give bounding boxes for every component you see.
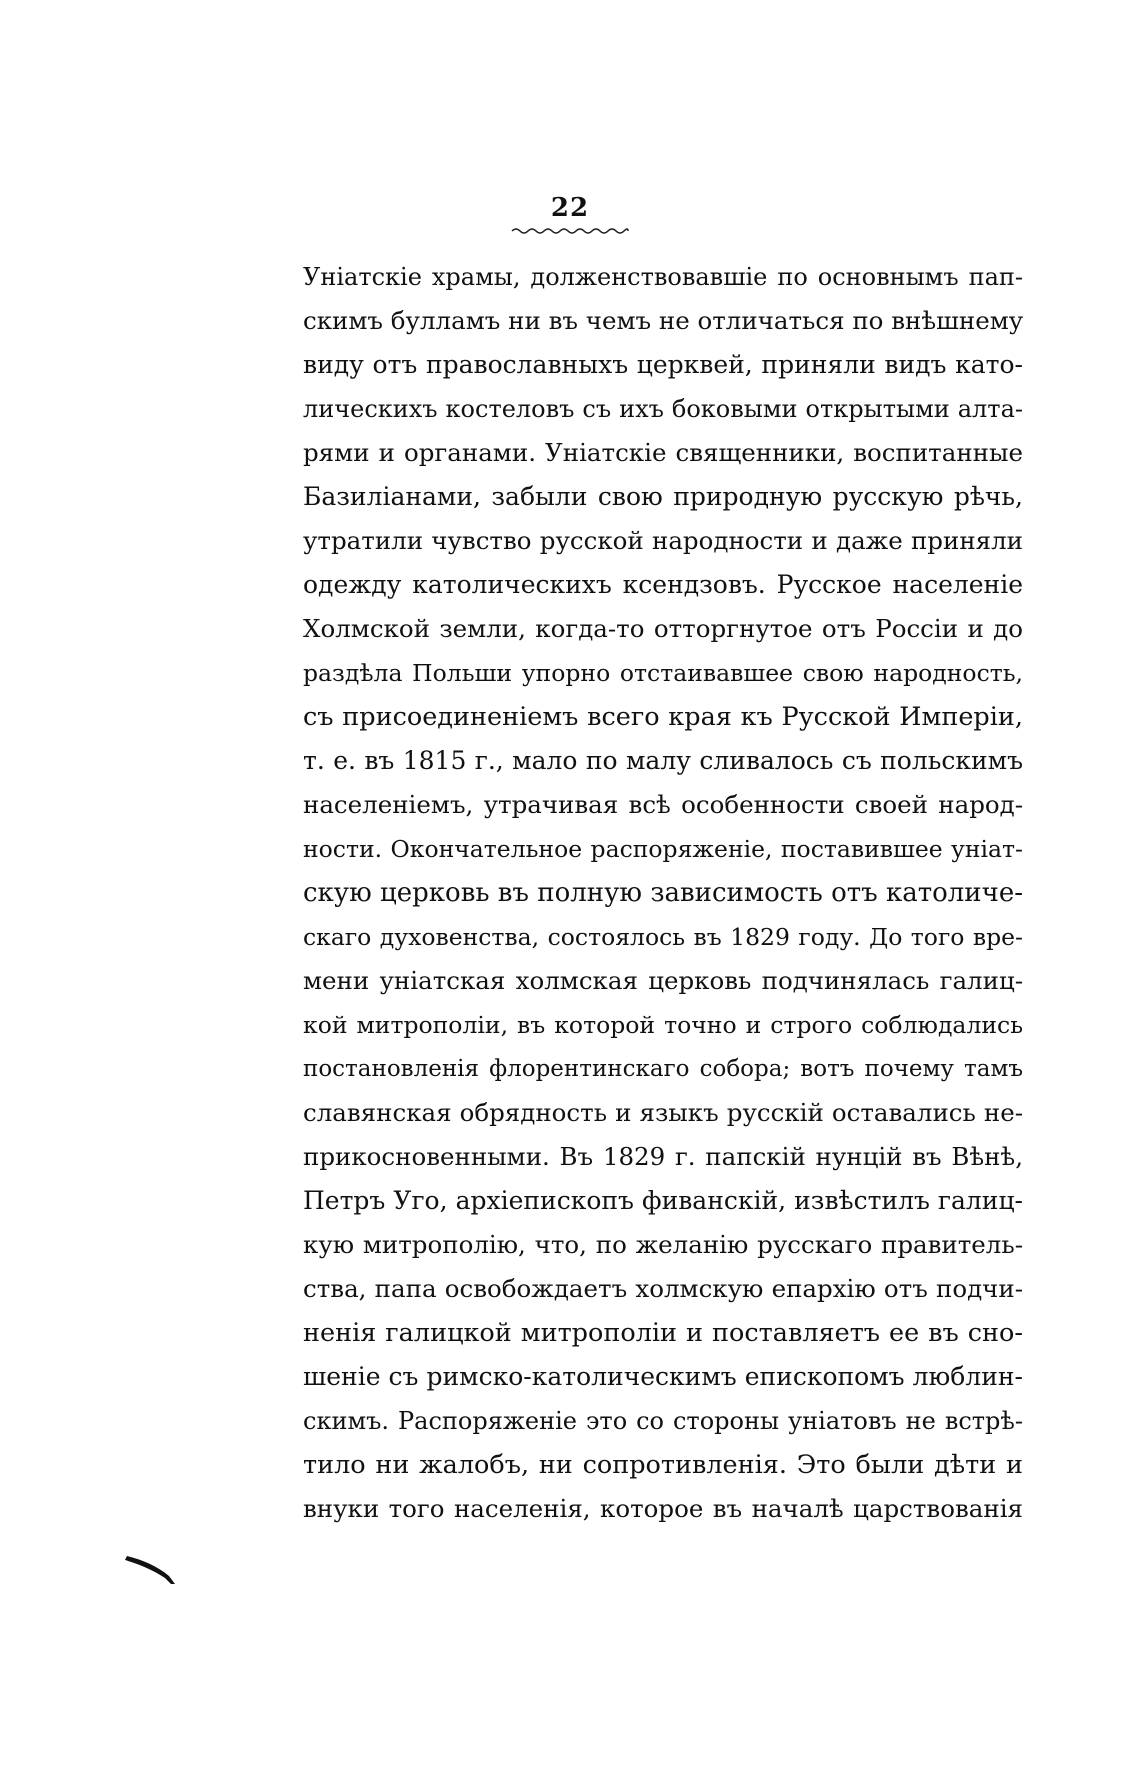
text-line: Уніатскіе храмы, долженствовавшіе по основнымъ пап- <box>303 263 1023 291</box>
text-line: ности. Окончательное распоряженіе, поставившее уніат- <box>303 835 1023 863</box>
text-line: тило ни жалобъ, ни сопротивленія. Это были дѣти и <box>303 1450 1023 1480</box>
text-line: раздѣла Польши упорно отстаивавшее свою народность, <box>303 659 1023 687</box>
text-line: постановленія флорентинскаго собора; вотъ почему тамъ <box>303 1056 1023 1082</box>
page-number-text: 22 <box>550 193 590 223</box>
text-line: шеніе съ римско-католическимъ епископомъ люблин- <box>303 1362 1023 1391</box>
page-number <box>0 193 1140 237</box>
text-line: ства, папа освобождаетъ холмскую епархію отъ подчи- <box>303 1274 1023 1303</box>
text-line: ненія галицкой митрополіи и поставляетъ ее въ сно- <box>303 1318 1023 1348</box>
text-line: лическихъ костеловъ съ ихъ боковыми открытыми алта- <box>303 395 1023 423</box>
text-line: скимъ булламъ ни въ чемъ не отличаться по внѣшнему <box>303 306 1024 335</box>
text-line: славянская обрядность и языкъ русскій оставались не- <box>303 1098 1023 1127</box>
page-number-underline-ornament <box>510 225 630 237</box>
text-line: Холмской земли, когда-то отторгнутое отъ Россіи и до <box>303 614 1023 643</box>
text-line: прикосновенными. Въ 1829 г. папскій нунцій въ Вѣнѣ, <box>303 1142 1023 1171</box>
text-line: внуки того населенія, которое въ началѣ царствованія <box>303 1494 1023 1523</box>
text-line: утратили чувство русской народности и даже приняли <box>303 526 1023 555</box>
text-line: Петръ Уго, архіепископъ фиванскій, извѣстилъ галиц- <box>303 1186 1023 1215</box>
text-line: кую митрополію, что, по желанію русскаго правитель- <box>303 1230 1023 1259</box>
text-line: кой митрополіи, въ которой точно и строго соблюдались <box>303 1011 1023 1039</box>
text-line: съ присоединеніемъ всего края къ Русской Имперіи, <box>303 702 1023 732</box>
text-line: т. е. въ 1815 г., мало по малу сливалось съ польскимъ <box>303 746 1023 775</box>
text-line: скимъ. Распоряженіе это со стороны уніатовъ не встрѣ- <box>303 1407 1023 1435</box>
text-line: мени уніатская холмская церковь подчинялась галиц- <box>303 966 1023 995</box>
text-line: виду отъ православныхъ церквей, приняли видъ като- <box>303 350 1023 379</box>
text-line: населеніемъ, утрачивая всѣ особенности своей народ- <box>303 790 1023 819</box>
text-line: скаго духовенства, состоялось въ 1829 году. До того вре- <box>303 923 1023 951</box>
text-line: рями и органами. Уніатскіе священники, воспитанные <box>303 438 1023 467</box>
text-line: скую церковь въ полную зависимость отъ католиче- <box>303 878 1023 908</box>
text-line: одежду католическихъ ксендзовъ. Русское населеніе <box>303 570 1023 599</box>
body-text <box>303 255 1023 1531</box>
text-line: Базиліанами, забыли свою природную русскую рѣчь, <box>303 482 1023 511</box>
ink-mark <box>125 1550 185 1590</box>
